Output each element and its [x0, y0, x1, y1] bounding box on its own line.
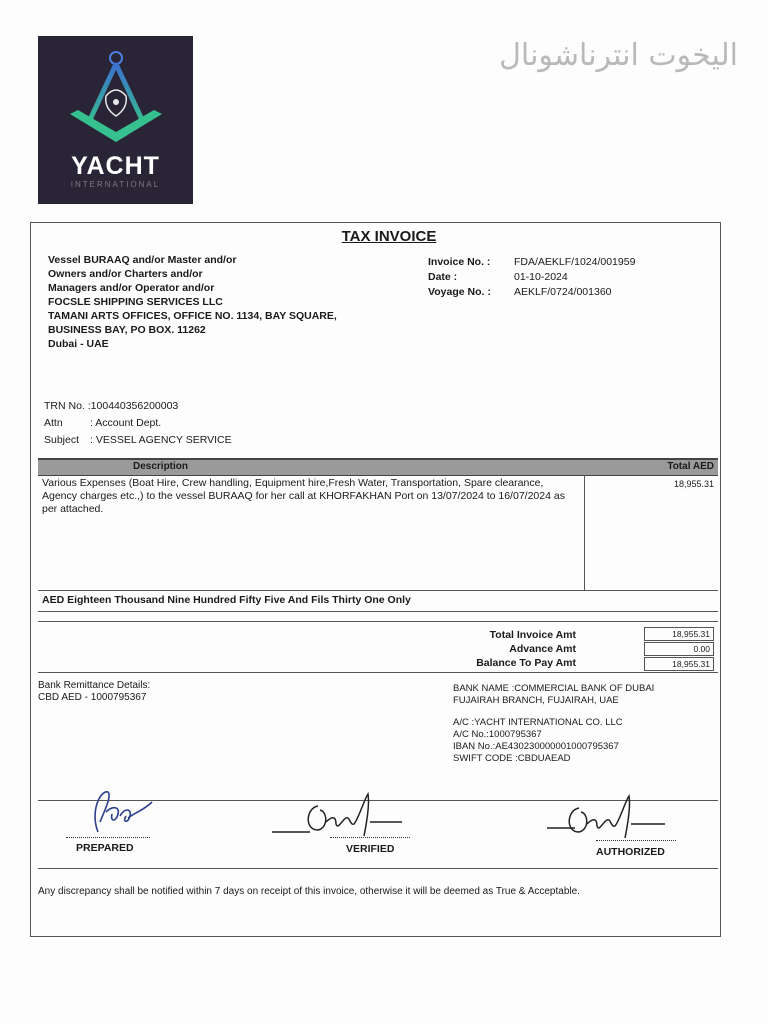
divider	[38, 590, 718, 591]
compass-square-icon	[38, 36, 193, 156]
invoice-no-value: FDA/AEKLF/1024/001959	[514, 256, 636, 268]
balance-value: 18,955.31	[644, 657, 714, 671]
advance-label: Advance Amt	[509, 643, 576, 655]
subject-value: : VESSEL AGENCY SERVICE	[90, 434, 232, 446]
bank-details	[453, 683, 654, 765]
logo-subtitle: INTERNATIONAL	[70, 180, 161, 189]
total-invoice-label: Total Invoice Amt	[489, 629, 576, 641]
recipient-line: FOCSLE SHIPPING SERVICES LLC	[48, 296, 223, 308]
recipient-line: Vessel BURAAQ and/or Master and/or	[48, 254, 237, 266]
bank-branch: FUJAIRAH BRANCH, FUJAIRAH, UAE	[453, 695, 619, 706]
prepared-signature	[60, 782, 180, 842]
balance-label: Balance To Pay Amt	[476, 657, 576, 669]
arabic-company-name: اليخوت انترناشونال	[499, 38, 738, 73]
iban: IBAN No.:AE430230000001000795367	[453, 741, 619, 752]
recipient-line: BUSINESS BAY, PO BOX. 11262	[48, 324, 206, 336]
voyage-no-label: Voyage No. :	[428, 286, 491, 298]
column-divider	[584, 475, 585, 590]
table-header	[38, 458, 718, 476]
disclaimer-text: Any discrepancy shall be notified within 7 days on receipt of this invoice, otherwise it will be deemed as True & Acceptable.	[38, 886, 580, 897]
trn-number: TRN No. :100440356200003	[44, 400, 179, 412]
info-block	[44, 398, 232, 449]
totals-values	[644, 627, 714, 672]
recipient-line: Managers and/or Operator and/or	[48, 282, 215, 294]
invoice-no-label: Invoice No. :	[428, 256, 491, 268]
signature-line	[330, 837, 410, 839]
voyage-no-value: AEKLF/0724/001360	[514, 286, 612, 298]
signature-line	[66, 837, 150, 839]
description-text: Various Expenses (Boat Hire, Crew handling, Equipment hire,Fresh Water, Transportation, Spare clearance, Agency charges etc.,) to the vessel BURAAQ for her call at KHORFAKHAN Port on 13/07/2024 to 16/07/2024 as per attached.	[42, 477, 565, 515]
authorized-label: AUTHORIZED	[596, 846, 665, 858]
remittance-details	[38, 680, 150, 704]
recipient-line: Dubai - UAE	[48, 338, 109, 350]
advance-value: 0.00	[644, 642, 714, 656]
invoice-title: TAX INVOICE	[341, 228, 437, 245]
swift-code: SWIFT CODE :CBDUAEAD	[453, 753, 571, 764]
verified-label: VERIFIED	[346, 843, 395, 855]
logo-brand: YACHT	[71, 152, 160, 180]
description-amount: 18,955.31	[673, 479, 714, 489]
invoice-meta	[428, 255, 635, 300]
date-value: 01-10-2024	[514, 271, 568, 283]
account-number: A/C No.:1000795367	[453, 729, 542, 740]
remittance-label: Bank Remittance Details:	[38, 680, 151, 691]
description-column-header: Description	[133, 461, 189, 472]
remittance-account: CBD AED - 1000795367	[38, 692, 147, 703]
subject-label: Subject	[44, 434, 80, 446]
divider	[38, 621, 718, 622]
recipient-line: TAMANI ARTS OFFICES, OFFICE NO. 1134, BAY SQUARE,	[48, 310, 337, 322]
date-label: Date :	[428, 271, 458, 283]
divider	[38, 611, 718, 612]
account-name: A/C :YACHT INTERNATIONAL CO. LLC	[453, 717, 623, 728]
total-invoice-value: 18,955.31	[644, 627, 714, 641]
divider	[38, 672, 718, 673]
attn-value: : Account Dept.	[90, 417, 162, 429]
amount-in-words: AED Eighteen Thousand Nine Hundred Fifty Five And Fils Thirty One Only	[42, 594, 411, 606]
total-column-header: Total AED	[667, 461, 714, 472]
totals-labels	[440, 628, 576, 670]
recipient-block	[48, 253, 337, 351]
company-logo	[38, 36, 193, 204]
attn-label: Attn	[44, 417, 63, 429]
prepared-label: PREPARED	[76, 842, 134, 854]
divider	[38, 868, 718, 869]
signature-line	[596, 840, 676, 842]
recipient-line: Owners and/or Charters and/or	[48, 268, 203, 280]
bank-name: BANK NAME :COMMERCIAL BANK OF DUBAI	[453, 683, 655, 694]
